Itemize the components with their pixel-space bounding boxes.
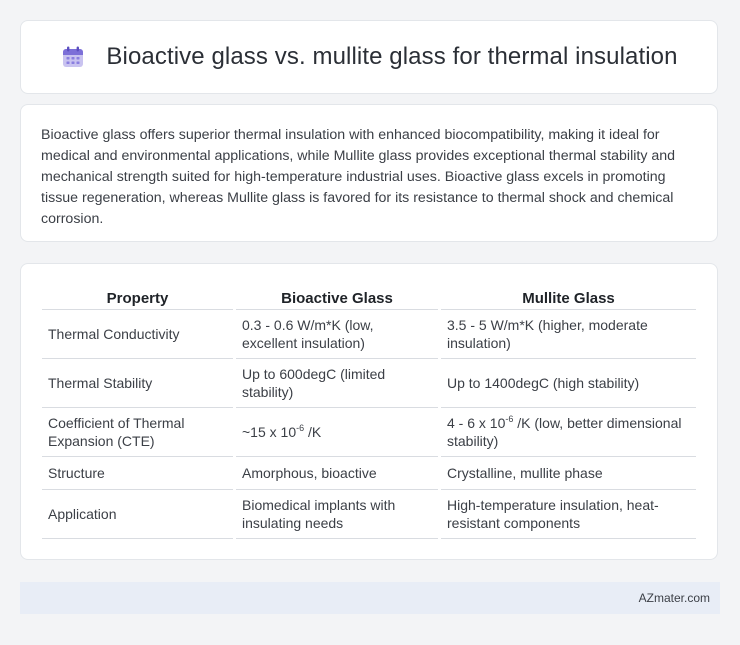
cell-property: Coefficient of Thermal Expansion (CTE): [42, 408, 233, 457]
header-mullite: Mullite Glass: [441, 282, 696, 310]
header-bioactive: Bioactive Glass: [236, 282, 438, 310]
cell-mullite: Up to 1400degC (high stability): [441, 359, 696, 408]
cell-mullite: High-temperature insulation, heat-resistant components: [441, 490, 696, 539]
cell-property: Application: [42, 490, 233, 539]
table-row: [42, 408, 696, 457]
comparison-table: [39, 282, 699, 539]
calendar-icon: [60, 44, 86, 70]
cte-mullite-exponent: -6: [505, 414, 514, 424]
footer-brand: AZmater.com: [638, 591, 710, 605]
cell-property: Thermal Conductivity: [42, 310, 233, 359]
header-property: Property: [42, 282, 233, 310]
cte-bioactive-exponent: -6: [296, 423, 305, 433]
cell-bioactive: [236, 408, 438, 457]
title-wrap: [60, 43, 677, 71]
cte-bioactive-base: ~15 x 10: [242, 424, 297, 440]
cell-bioactive: Biomedical implants with insulating needs: [236, 490, 438, 539]
cte-bioactive-unit: /K: [304, 424, 322, 440]
title-card: [20, 20, 718, 94]
cell-mullite: Crystalline, mullite phase: [441, 457, 696, 490]
cell-property: Structure: [42, 457, 233, 490]
summary-card: [20, 104, 718, 242]
cell-bioactive: Up to 600degC (limited stability): [236, 359, 438, 408]
comparison-table-card: [20, 263, 718, 560]
cell-bioactive: 0.3 - 0.6 W/m*K (low, excellent insulation): [236, 310, 438, 359]
cell-bioactive: Amorphous, bioactive: [236, 457, 438, 490]
cell-mullite: 3.5 - 5 W/m*K (higher, moderate insulation): [441, 310, 696, 359]
table-row: [42, 457, 696, 490]
table-row: [42, 359, 696, 408]
cte-mullite-base: 4 - 6 x 10: [447, 415, 506, 431]
table-row: [42, 310, 696, 359]
cell-mullite: [441, 408, 696, 457]
cte-mullite-unit: /K (low, better dimensional stability): [447, 415, 682, 449]
cell-property: Thermal Stability: [42, 359, 233, 408]
footer-bar: [20, 582, 720, 614]
table-header-row: [42, 282, 696, 310]
page-title: Bioactive glass vs. mullite glass for thermal insulation: [106, 43, 678, 70]
summary-text: Bioactive glass offers superior thermal insulation with enhanced biocompatibility, making it ideal for medical and environmental applications, while Mullite glass provides exceptional thermal stability and mechanical strength suited for high-temperature industrial uses. Bioactive glass excels in promoting tissue regeneration, whereas Mullite glass is favored for its resistance to thermal shock and chemical corrosion.: [41, 127, 676, 227]
table-row: [42, 490, 696, 539]
